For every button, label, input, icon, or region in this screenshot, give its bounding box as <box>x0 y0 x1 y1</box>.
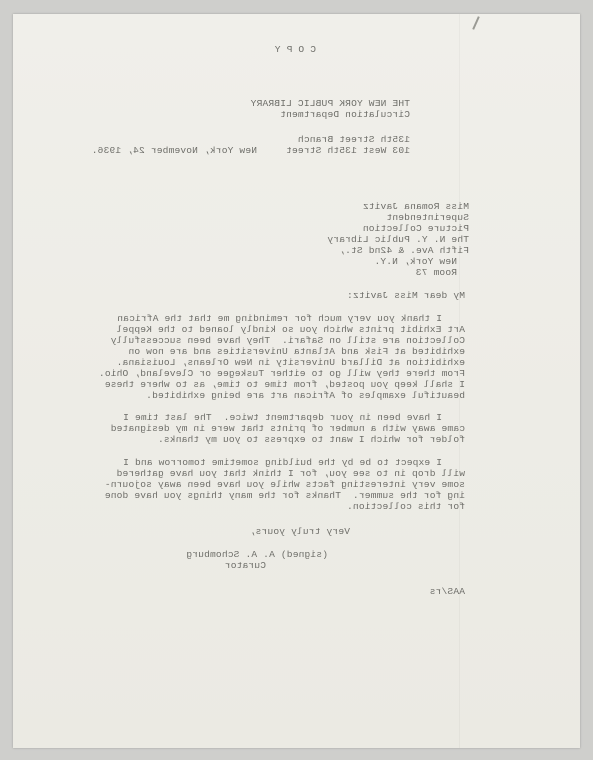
date-line: New York, November 24, 1936. <box>91 145 257 156</box>
mirrored-typed-text <box>13 14 580 748</box>
body-line: came away with a number of prints that were in my designated <box>110 423 465 434</box>
letterhead-department: Circulation Department <box>280 109 410 120</box>
branch-name: 135th Street Branch <box>297 134 410 145</box>
signature: (signed) A. A. Schomburg <box>186 549 328 560</box>
salutation: My dear Miss Javitz: <box>346 290 465 301</box>
body-line: beautiful examples of African art are being exhibited. <box>146 390 465 401</box>
body-line: folder for which I want to express to you my thanks. <box>157 434 465 445</box>
body-line: for this collection. <box>346 501 465 512</box>
recipient-line: Superintendent <box>386 212 469 223</box>
body-line: From there they will go to either Tuskegee or Cleveland, Ohio. <box>98 368 465 379</box>
signer-title: Curator <box>224 560 266 571</box>
body-line: Collection are still on Safari. They have been successfully <box>110 335 465 346</box>
body-line: I have been in your department twice. The last time I <box>123 412 442 423</box>
body-line: I thank you very much for reminding me that the African <box>117 313 442 324</box>
branch-address: 103 West 135th Street <box>285 145 410 156</box>
body-line: Art Exhibit prints which you so kindly loaned to the Keppel <box>116 324 465 335</box>
body-line: will drop in to see you, for I think that you have gathered <box>116 468 465 479</box>
recipient-line: Fifth Ave. & 42nd St., <box>339 245 469 256</box>
closing: Very truly yours, <box>249 526 350 537</box>
recipient-line: New York, N.Y. <box>374 256 457 267</box>
recipient-line: Miss Romana Javitz <box>362 201 469 212</box>
recipient-line: The N. Y. Public Library <box>327 234 469 245</box>
body-line: some very interesting facts while you have been away sojourn- <box>104 479 465 490</box>
letter-sheet <box>13 14 580 748</box>
letterhead-institution: THE NEW YORK PUBLIC LIBRARY <box>250 98 410 109</box>
body-line: exhibition at Dillard University in New Orleans, Louisiana. <box>116 357 465 368</box>
reference-initials: AAS/rs <box>429 586 465 597</box>
recipient-line: Room 73 <box>415 267 457 278</box>
body-line: ing for the summer. Thanks for the many things you have done <box>104 490 465 501</box>
body-line: I expect to be by the building sometime tomorrow and I <box>123 457 442 468</box>
body-line: I shall keep you posted, from time to time, as to where these <box>104 379 465 390</box>
recipient-line: Picture Collection <box>362 223 469 234</box>
copy-mark: C O P Y <box>274 44 316 55</box>
body-line: exhibited at Fisk and Atlanta Universities and are now on <box>128 346 465 357</box>
